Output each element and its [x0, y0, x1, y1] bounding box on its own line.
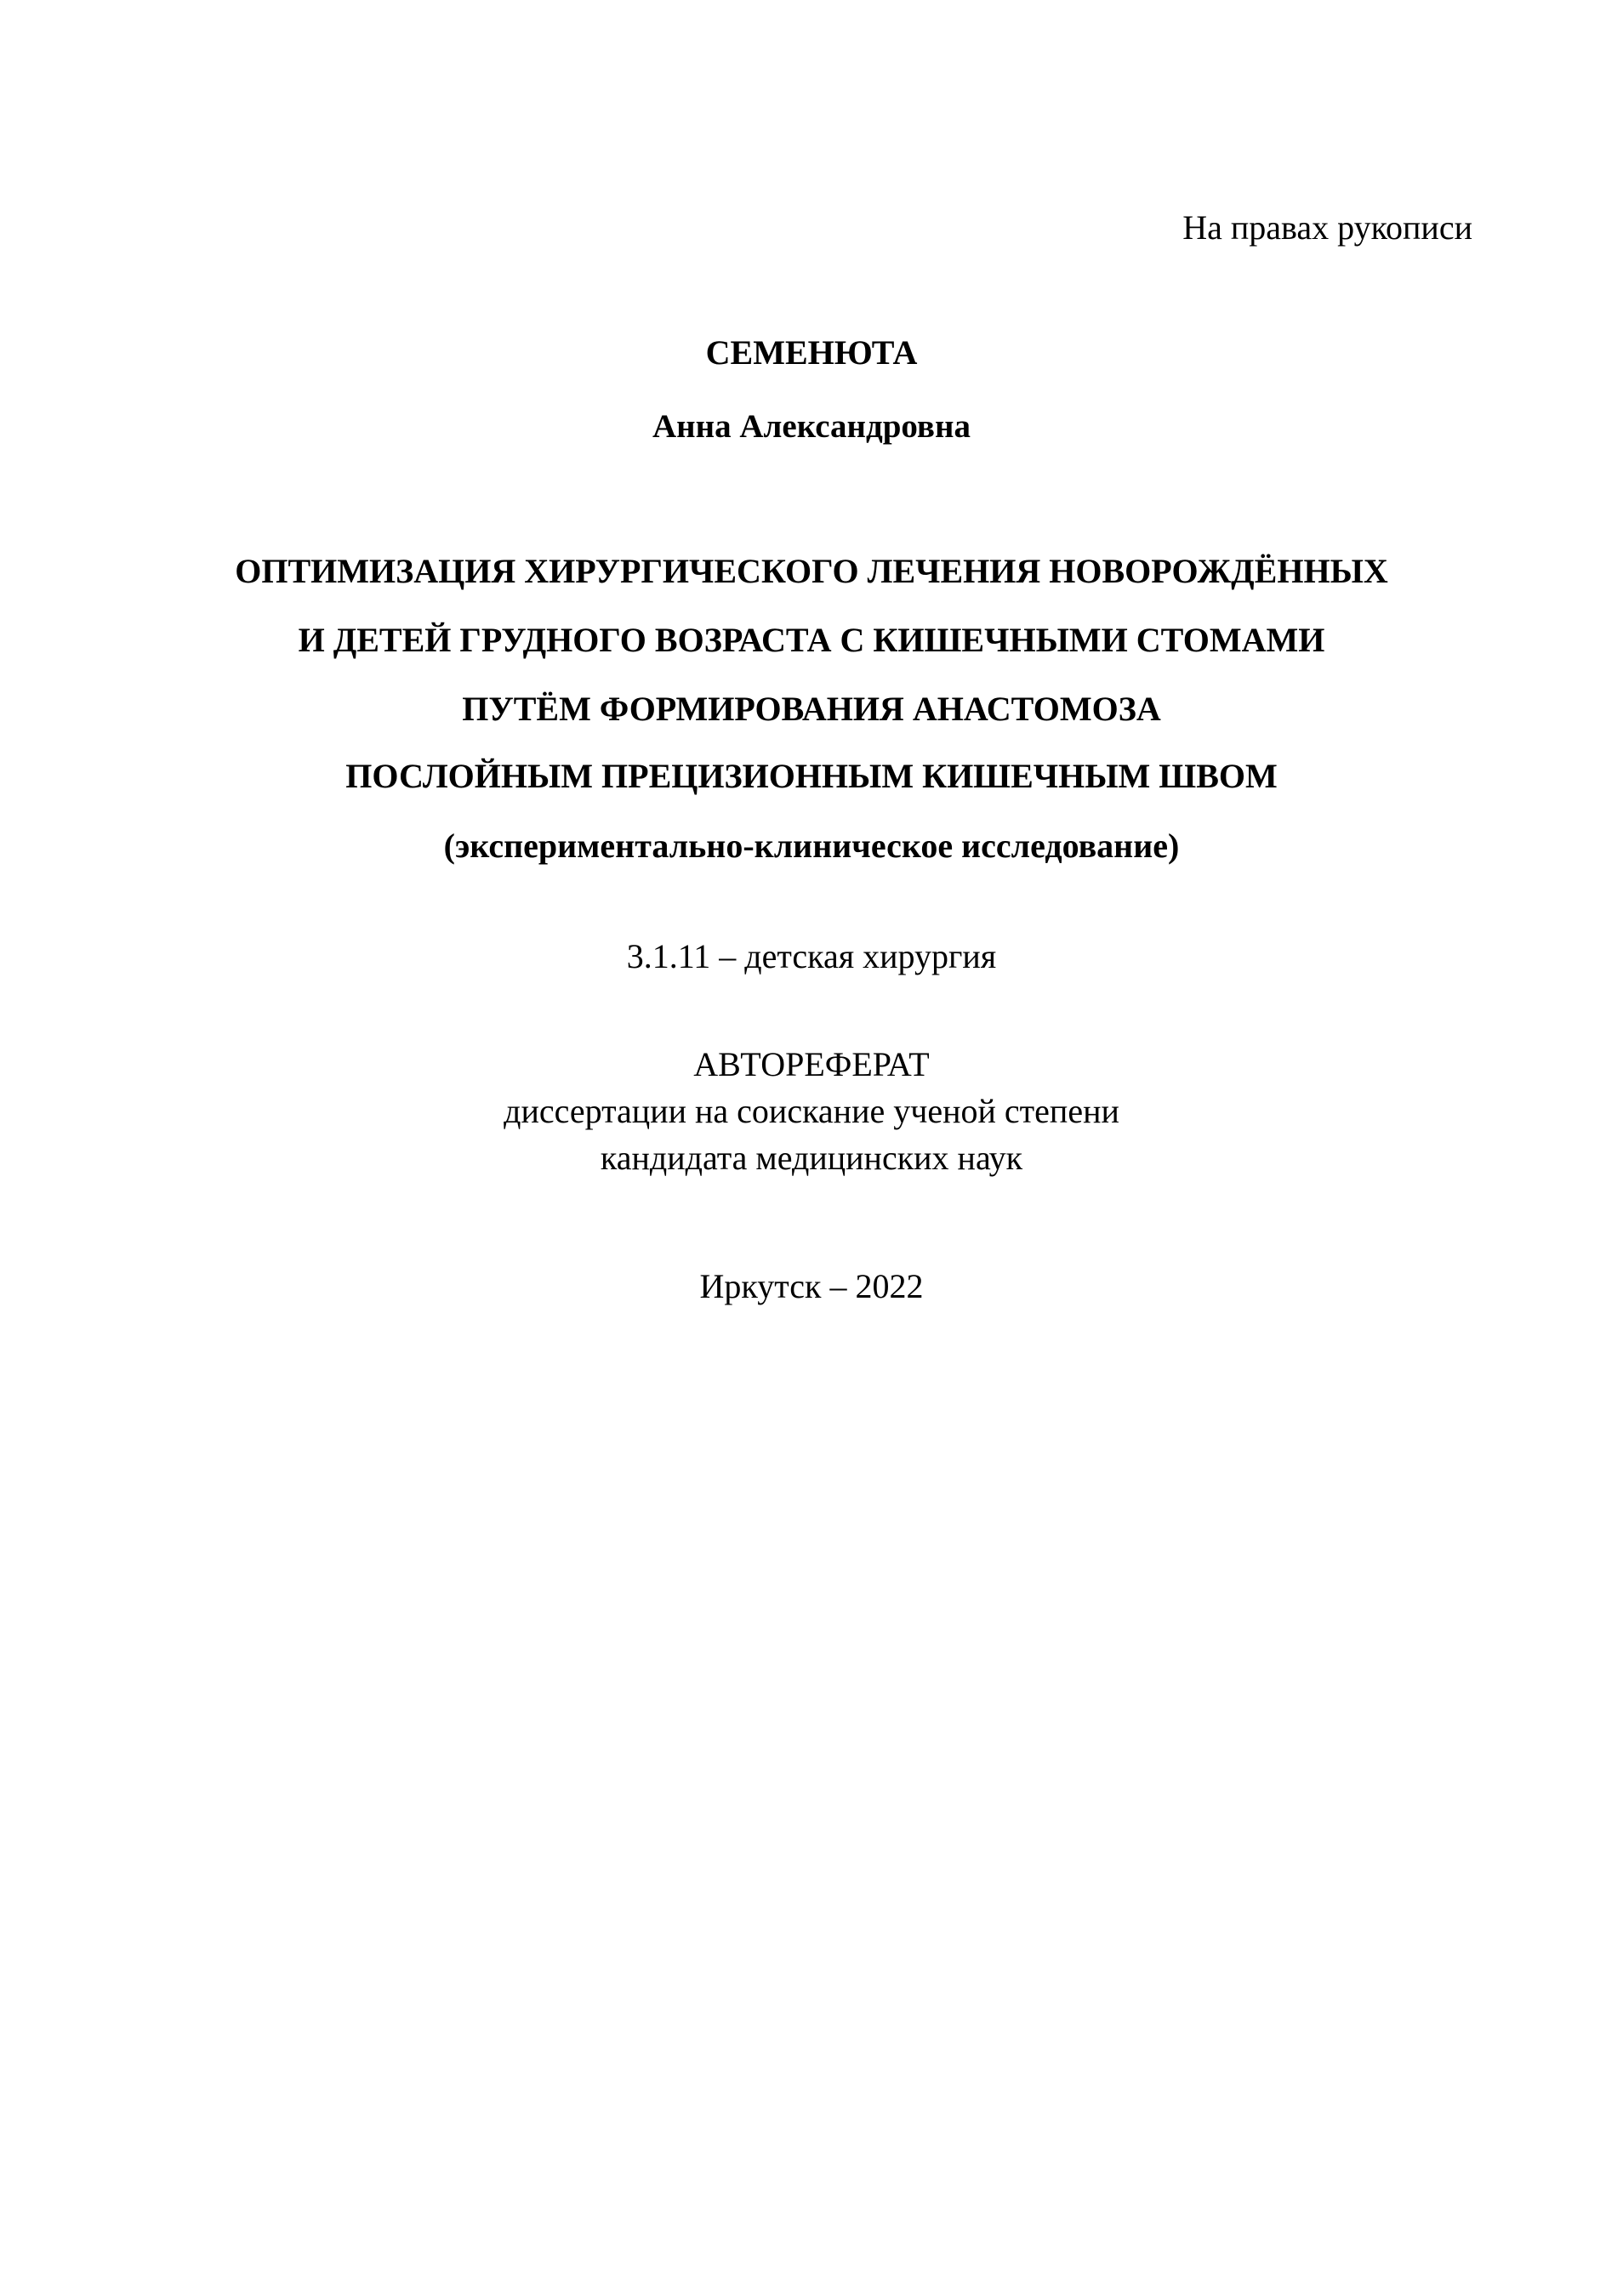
- city-year: Иркутск – 2022: [699, 1267, 924, 1305]
- title-line: ПОСЛОЙНЫМ ПРЕЦИЗИОННЫМ КИШЕЧНЫМ ШВОМ: [345, 757, 1278, 795]
- degree-description-line: кандидата медицинских наук: [600, 1139, 1023, 1177]
- degree-description-line: диссертации на соискание ученой степени: [504, 1092, 1119, 1130]
- title-line: И ДЕТЕЙ ГРУДНОГО ВОЗРАСТА С КИШЕЧНЫМИ СТОМАМИ: [298, 621, 1325, 659]
- document-type-label: АВТОРЕФЕРАТ: [693, 1045, 930, 1083]
- author-surname: СЕМЕНЮТА: [705, 333, 918, 372]
- title-line: ПУТЁМ ФОРМИРОВАНИЯ АНАСТОМОЗА: [462, 690, 1161, 728]
- title-line: ОПТИМИЗАЦИЯ ХИРУРГИЧЕСКОГО ЛЕЧЕНИЯ НОВОРОЖДЁННЫХ: [235, 552, 1388, 590]
- author-given-names: Анна Александровна: [652, 408, 971, 445]
- rights-note: На правах рукописи: [1182, 208, 1472, 247]
- title-subtitle: (экспериментально-клиническое исследование): [443, 827, 1180, 865]
- specialty-code: 3.1.11 – детская хирургия: [626, 937, 997, 975]
